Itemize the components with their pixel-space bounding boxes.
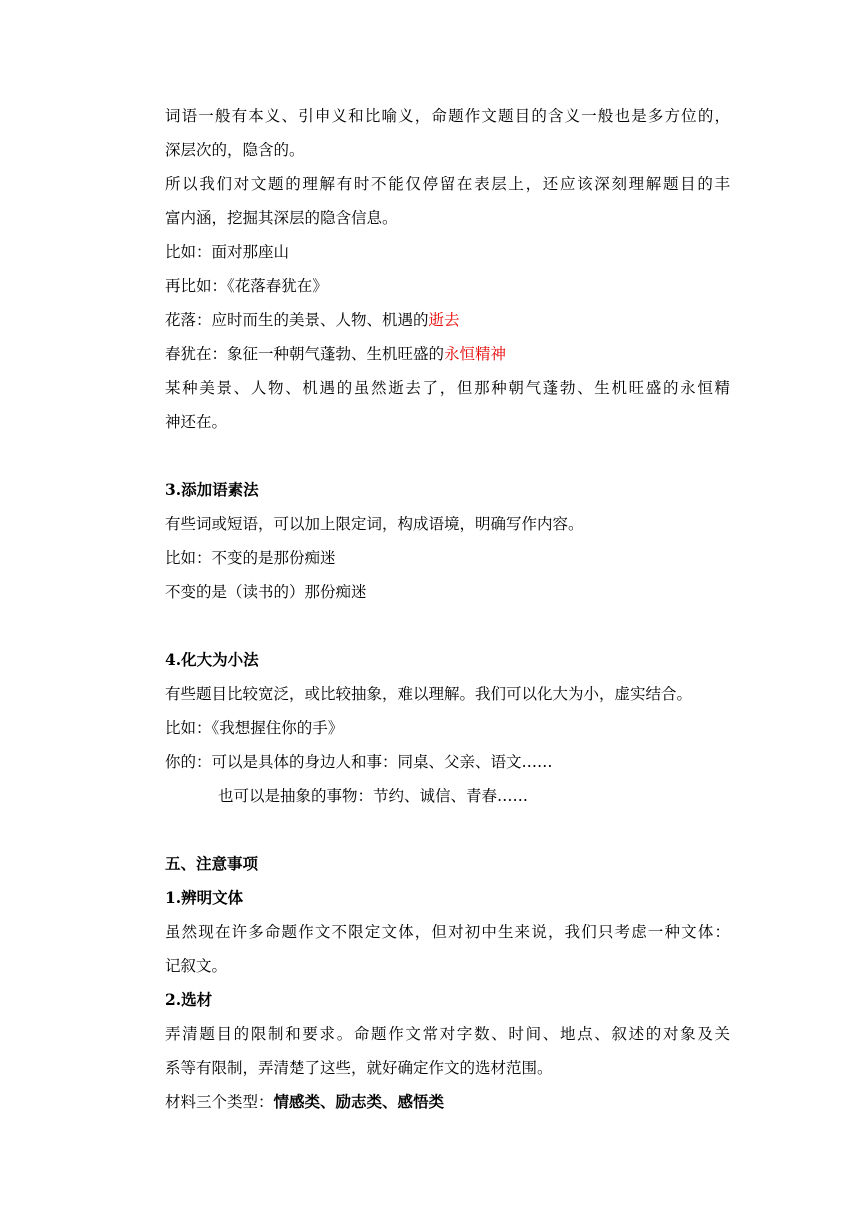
section-line: 有些词或短语，可以加上限定词，构成语境，明确写作内容。 (165, 515, 584, 533)
hualuo-prefix: 花落：应时而生的美景、人物、机遇的 (165, 311, 429, 329)
section-line: 不变的是（读书的）那份痴迷 (165, 583, 367, 601)
section-line: 也可以是抽象的事物：节约、诚信、青春…… (218, 787, 529, 805)
subsection-heading: 1.辨明文体 (165, 888, 244, 907)
material-types-bold: 情感类、励志类、感悟类 (273, 1092, 445, 1111)
paragraph-line: 系等有限制，弄清楚了这些，就好确定作文的选材范围。 (165, 1059, 553, 1077)
section-line: 比如：不变的是那份痴迷 (165, 549, 336, 567)
paragraph-line: 虽然现在许多命题作文不限定文体，但对初中生来说，我们只考虑一种文体： (165, 923, 730, 941)
material-types-line (165, 1092, 444, 1112)
chunyou-line (165, 344, 506, 364)
section-heading: 五、注意事项 (165, 854, 259, 873)
paragraph-line: 弄清题目的限制和要求。命题作文常对字数、时间、地点、叙述的对象及关 (165, 1025, 730, 1043)
material-types-prefix: 材料三个类型： (165, 1093, 274, 1111)
paragraph-line: 某种美景、人物、机遇的虽然逝去了，但那种朝气蓬勃、生机旺盛的永恒精 (165, 379, 730, 397)
hualuo-line (165, 310, 460, 330)
paragraph-line: 神还在。 (165, 413, 228, 431)
paragraph-line: 所以我们对文题的理解有时不能仅停留在表层上，还应该深刻理解题目的丰 (165, 175, 730, 193)
subsection-heading: 2.选材 (165, 990, 213, 1009)
paragraph-line: 深层次的，隐含的。 (165, 141, 305, 159)
hualuo-highlight: 逝去 (428, 311, 460, 329)
paragraph-line: 富内涵，挖掘其深层的隐含信息。 (165, 209, 398, 227)
section-line: 比如：《我想握住你的手》 (165, 719, 344, 737)
chunyou-highlight: 永恒精神 (444, 345, 507, 363)
section-heading: 3.添加语素法 (165, 480, 259, 499)
paragraph-line: 记叙文。 (165, 957, 228, 975)
example-line: 比如：面对那座山 (165, 243, 290, 261)
section-line: 你的：可以是具体的身边人和事：同桌、父亲、语文…… (165, 753, 553, 771)
section-line: 有些题目比较宽泛，或比较抽象，难以理解。我们可以化大为小，虚实结合。 (165, 685, 693, 703)
section-heading: 4.化大为小法 (165, 650, 259, 669)
paragraph-line: 词语一般有本义、引申义和比喻义，命题作文题目的含义一般也是多方位的， (165, 107, 730, 125)
example-line: 再比如：《花落春犹在》 (165, 277, 328, 295)
chunyou-prefix: 春犹在：象征一种朝气蓬勃、生机旺盛的 (165, 345, 445, 363)
